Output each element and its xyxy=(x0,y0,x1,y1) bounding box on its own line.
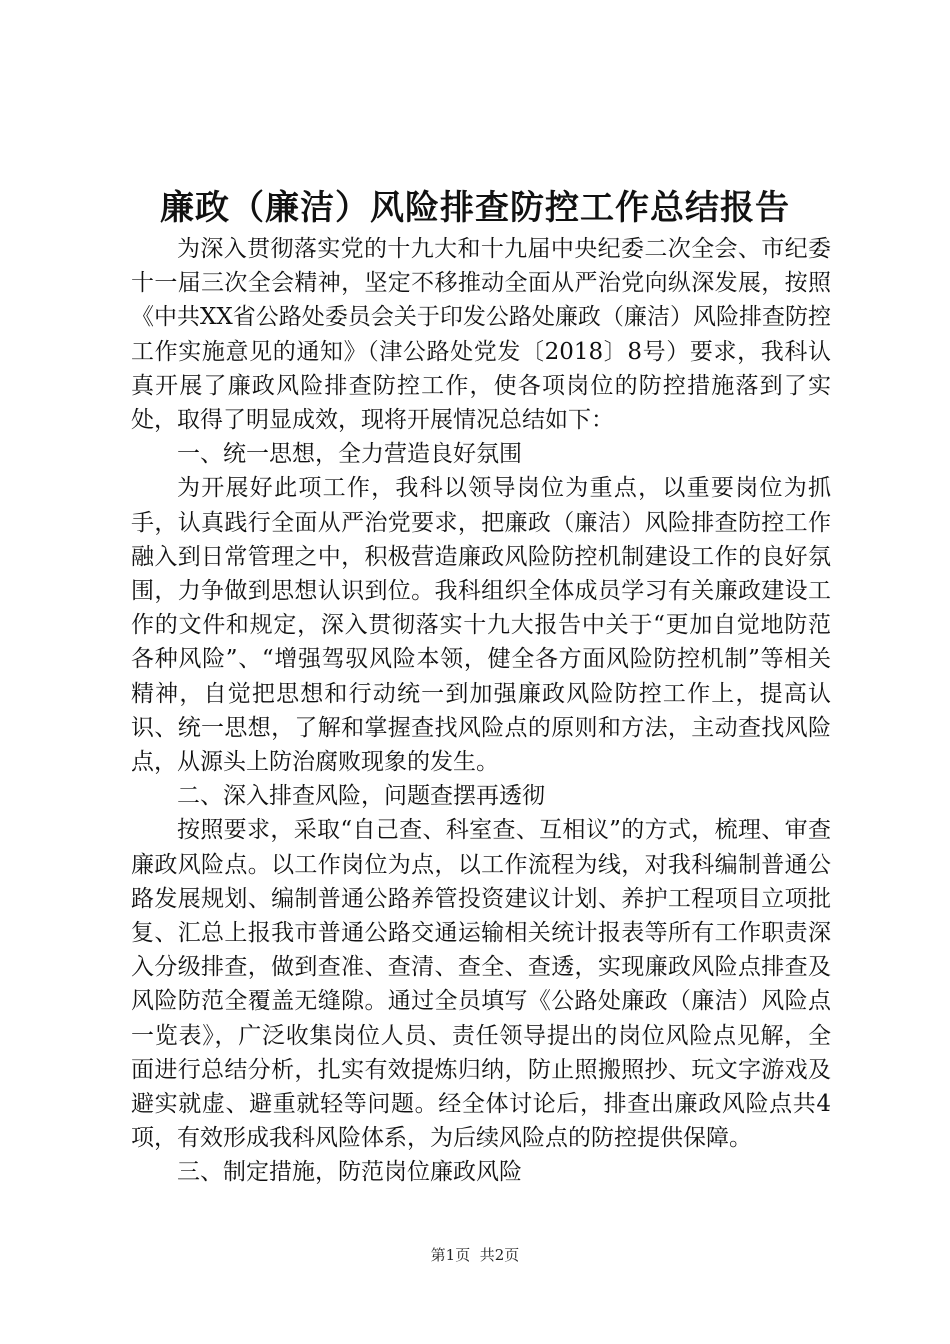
document-title: 廉政（廉洁）风险排查防控工作总结报告 xyxy=(160,188,790,228)
page-footer xyxy=(0,1245,950,1265)
section-heading-3: 三、制定措施，防范岗位廉政风险 xyxy=(177,1159,522,1186)
section-heading-2: 二、深入排查风险，问题查摆再透彻 xyxy=(177,783,545,810)
footer-separator xyxy=(470,1246,480,1264)
section-heading-1: 一、统一思想，全力营造良好氛围 xyxy=(177,441,522,468)
section-1-paragraph: 为开展好此项工作，我科以领导岗位为重点，以重要岗位为抓手，认真践行全面从严治党要求，把廉政（廉洁）风险排查防控工作融入到日常管理之中，积极营造廉政风险防控机制建设工作的良好氛围，力争做到思想认识到位。我科组织全体成员学习有关廉政建设工作的文件和规定，深入贯彻落实十九大报告中关于“更加自觉地防范各种风险”、“增强驾驭风险本领，健全各方面风险防控机制”等相关精神，自觉把思想和行动统一到加强廉政风险防控工作上，提高认识、统一思想，了解和掌握查找风险点的原则和方法，主动查找风险点，从源头上防治腐败现象的发生。 xyxy=(131,475,831,776)
page-number: 第1页 xyxy=(430,1246,471,1264)
page-total: 共2页 xyxy=(479,1246,520,1264)
intro-paragraph: 为深入贯彻落实党的十九大和十九届中央纪委二次全会、市纪委十一届三次全会精神，坚定不移推动全面从严治党向纵深发展，按照《中共XX省公路处委员会关于印发公路处廉政（廉洁）风险排查防控工作实施意见的通知》（津公路处党发〔2018〕8号）要求，我科认真开展了廉政风险排查防控工作，使各项岗位的防控措施落到了实处，取得了明显成效，现将开展情况总结如下： xyxy=(131,236,831,434)
section-2-paragraph: 按照要求，采取“自己查、科室查、互相议”的方式，梳理、审查廉政风险点。以工作岗位为点，以工作流程为线，对我科编制普通公路发展规划、编制普通公路养管投资建议计划、养护工程项目立项批复、汇总上报我市普通公路交通运输相关统计报表等所有工作职责深入分级排查，做到查准、查清、查全、查透，实现廉政风险点排查及风险防范全覆盖无缝隙。通过全员填写《公路处廉政（廉洁）风险点一览表》，广泛收集岗位人员、责任领导提出的岗位风险点见解，全面进行总结分析，扎实有效提炼归纳，防止照搬照抄、玩文字游戏及避实就虚、避重就轻等问题。经全体讨论后，排查出廉政风险点共4项，有效形成我科风险体系，为后续风险点的防控提供保障。 xyxy=(131,817,831,1152)
document-body xyxy=(131,232,831,1190)
